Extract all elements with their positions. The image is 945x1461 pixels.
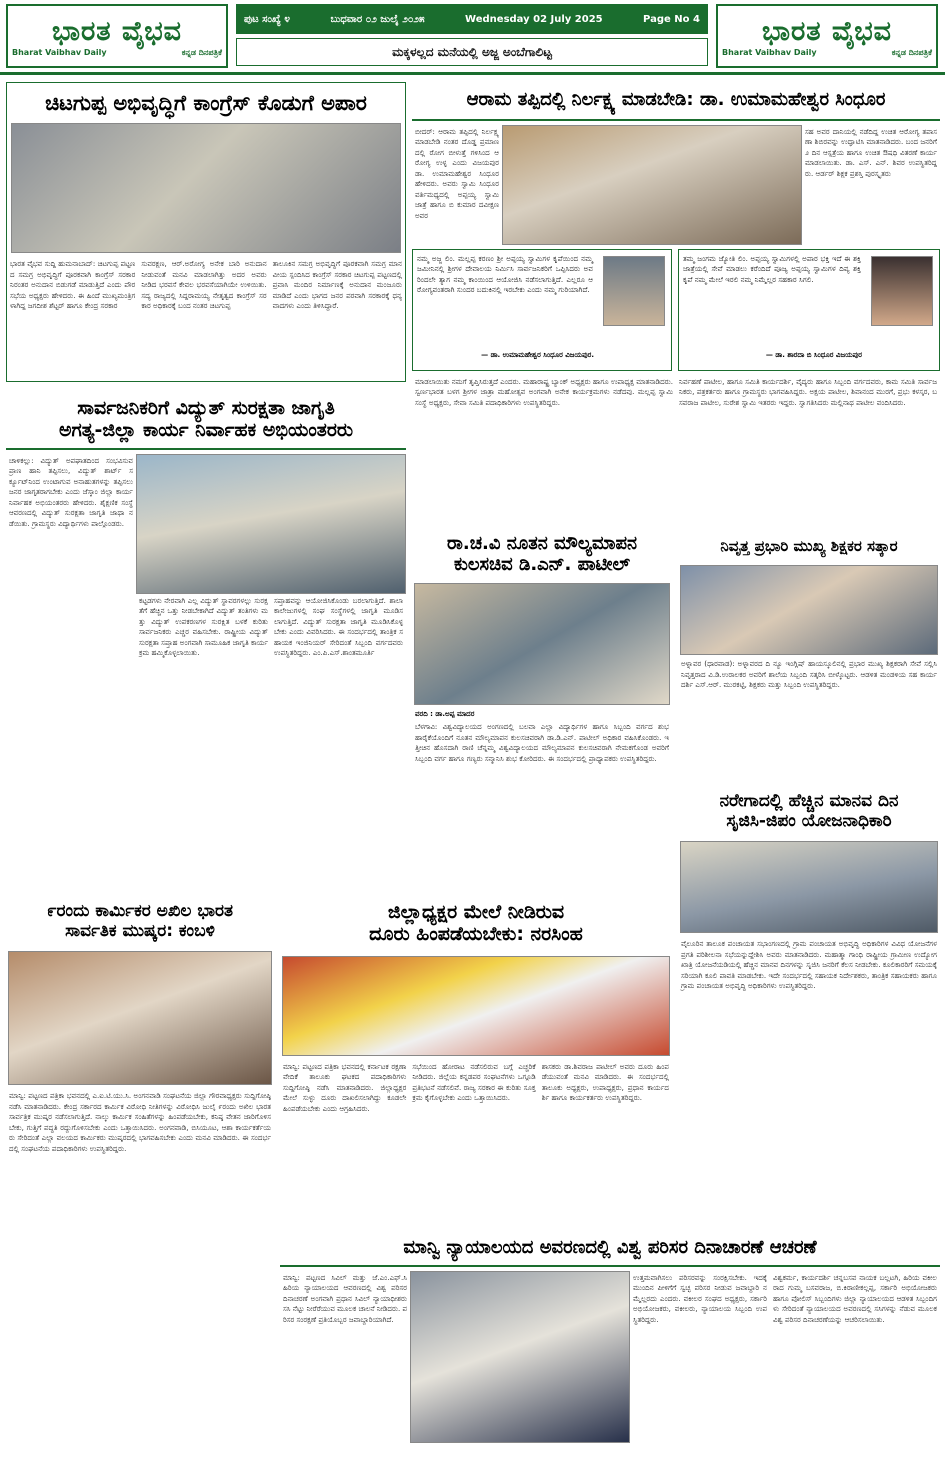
article-body: ಅಳ್ನಾವರ (ಧಾರವಾಡ): ಅಳ್ನಾವರದ ದಿ ನ್ಯೂ ಇಂಗ್ಲಿಷ್ ಹಾಯಸ್ಕೂಲಿನಲ್ಲಿ ಪ್ರಭಾರ ಮುಖ್ಯ ಶಿಕ್ಷಕರಾಗಿ ಸೇವೆ ಸಲ್ಲಿಸಿ ನಿವೃತ್ತರಾದ ವಿ.ಡಿ.ಉರಾಲಕರ ಅವರಿಗೆ ಶಾಲೆಯ ಸಿಬ್ಬಂದಿ ಸತ್ಕರಿಸಿ ಬೀಳ್ಕೊಟ್ಟರು. ಆಡಳಿತ ಮಂಡಳಿಯ ಸಹ ಕಾರ್ಯದರ್ಶಿ ಎಸ್.ಆರ್. ಮುರಕಟ್ಟಿ, ಶಿಕ್ಷಕರು ಮತ್ತು ಸಿಬ್ಬಂದಿ ಉಪಸ್ಥಿತರಿದ್ದರು. [681,659,937,690]
article-column: ಸಹ ಅವರ ದಾನಿಯಲ್ಲಿ ನಡೆದಿದ್ದ ಉಚಿತ ಆರೋಗ್ಯ ತಪಾಸಣಾ ಶಿಬಿರವನ್ನು ಉದ್ಘಾಟಿಸಿ ಮಾತನಾಡಿದರು. ಬಂದ ಜನರಿಗೆ ೨ ದಿನ ಆಸ್ಪತ್ರೆಯ ಹಾಗೂ ಉಚಿತ ಔಷಧಿ ವಿತರಣೆ ಕಾರ್ಯ ಮಾಡಲಾಯಿತು. ಡಾ. ಎಸ್. ಎನ್. ಶಿವರ ಉಪಸ್ಥಿತರಿದ್ದರು. ಆರ್ಡರ್ ಶಿಕ್ಷಕ ಪ್ರಶಸ್ತಿ ಪುರಸ್ಕೃತರು [805,126,937,178]
article-complaint [280,896,672,1226]
news-photo [282,956,670,1056]
logo-sub-right: ಕನ್ನಡ ದಿನಪತ್ರಿಕೆ [891,48,932,57]
logo-sub-left: Bharat Vaibhav Daily [722,48,817,57]
quote-box [412,249,672,371]
article-registrar [412,530,672,880]
article-column: ಮಾಡಲಾಯಿತು ನಮಗೆ ತೃಪ್ತಿಸಿರುತ್ತದೆ ಎಂದರು. ಮಹಾರಾಷ್ಟ್ರ ಬ್ಯಾಂಕ್ ಅಧ್ಯಕ್ಷರು ಹಾಗೂ ಉಪಾಧ್ಯಕ್ಷ ಮಾತನಾಡಿದರು. ಸ್ವರ್ಣಭಾರತ ಬಳಗ ಶ್ರೀಗಳ ಜಾತ್ರಾ ಮಹೋತ್ಸವ ಅಂಗವಾಗಿ ಅನೇಕ ಕಾರ್ಯಕ್ರಮಗಳು ನಡೆದವು. ಮಲ್ಲಪ್ಪ ಸ್ವಾಮಿ ಸಂಸ್ಥೆ ಅಧ್ಯಕ್ಷರು, ಸೇವಾ ಸಮಿತಿ ಪದಾಧಿಕಾರಿಗಳು ಉಪಸ್ಥಿತರಿದ್ದರು. [415,376,673,407]
tagline: ಮಕ್ಕಳಲ್ಲದ ಮನೆಯಲ್ಲಿ ಅಜ್ಜ ಅಂಬೆಗಾಲಿಟ್ಟ [236,38,708,66]
quote-by: — ಡಾ. ಶಾರದಾ ಬಿ ಸಿಂಧೂರ ವಿಜಯಪುರ [765,350,862,359]
headline: ದೂರು ಹಿಂಪಡೆಯಬೇಕು: ನರಸಿಂಹ [369,922,583,945]
photo-caption: ವರದಿ : ಡಾ.ಅಪ್ಪ ಮಾದರ [415,710,475,719]
headline: ಸಾರ್ವತಿಕ ಮುಷ್ಕರ: ಕಂಬಳಿ [65,920,215,941]
article-column: ಮಾನ್ವಿ: ಪಟ್ಟಣದ ಸಿವಿಲ್ ಮತ್ತು ಜೆ.ಎಂ.ಎಫ್.ಸಿ ಹಿರಿಯ ನ್ಯಾಯಾಲಯದ ಆವರಣದಲ್ಲಿ ವಿಶ್ವ ಪರಿಸರ ದಿನಾಚರಣೆ ಅಂಗವಾಗಿ ಪ್ರಧಾನ ಸಿವಿಲ್ ನ್ಯಾಯಾಧೀಶರು ಸಸಿ ನೆಟ್ಟು ನೀರೆರೆಯುವ ಮೂಲಕ ಚಾಲನೆ ನೀಡಿದರು. ಪರಿಸರ ಸಂರಕ್ಷಣೆ ಪ್ರತಿಯೊಬ್ಬರ ಜವಾಬ್ದಾರಿಯಾಗಿದೆ. [283,1272,408,1324]
headline: ಸೃಜಿಸಿ-ಜಿಪಂ ಯೋಜನಾಧಿಕಾರಿ [726,810,892,831]
article-column: ಸಭೆಯಿಂದ ಹೋರಾಟ ನಡೆಸಲಿರುವ ಬಗ್ಗೆ ಎಚ್ಚರಿಕೆ ನೀಡಿದರು. ಜಿಲ್ಲೆಯ ಕನ್ನಡಪರ ಸಂಘಟನೆಗಳು ಒಗ್ಗೂಡಿ ಪ್ರತಿಭಟನೆ ನಡೆಸಲಿವೆ. ರಾಜ್ಯ ಸರಕಾರ ಈ ಕುರಿತು ಸೂಕ್ತ ಕ್ರಮ ಕೈಗೊಳ್ಳಬೇಕು ಎಂದು ಒತ್ತಾಯಿಸಿದರು. [412,1061,536,1103]
article-column: ಭಾರತ ವೈಭವ ಸುದ್ದಿ ಹುಮನಾಬಾದ್: ಚಿಟಗುಪ್ಪ ಪಟ್ಟಣದ ಸಮಗ್ರ ಅಭಿವೃದ್ಧಿಗೆ ಪೂರಕವಾಗಿ ಕಾಂಗ್ರೆಸ್ ಸರಕಾರ ನಿರಂತರ ಅನುದಾನ ಬಿಡುಗಡೆ ಮಾಡುತ್ತಿದೆ ಎಂದು ಪೌರ ಸಭೆಯ ಅಧ್ಯಕ್ಷರು ಹೇಳಿದರು. ಈ ಹಿಂದೆ ಮುಖ್ಯಮಂತ್ರಿಗಳಾಗಿದ್ದ ಜಗದೀಶ ಶೆಟ್ಟರ್ ಹಾಗೂ ಕೇಂದ್ರ ಸರಕಾರ [10,259,136,311]
article-column: ಉತ್ತಮವಾಗಿಸಲು ಪರಿಸರವನ್ನು ಸಂರಕ್ಷಿಸಬೇಕು. ಇದಕ್ಕೆ ಮುಂದಿನ ಪೀಳಿಗೆಗೆ ಸ್ವಚ್ಛ ಪರಿಸರ ನೀಡುವ ಜವಾಬ್ದಾರಿ ನಮ್ಮೆಲ್ಲರದು ಎಂದರು. ವಕೀಲರ ಸಂಘದ ಅಧ್ಯಕ್ಷರು, ಸರ್ಕಾರಿ ಅಭಿಯೋಜಕರು, ವಕೀಲರು, ನ್ಯಾಯಾಲಯ ಸಿಬ್ಬಂದಿ ಉಪಸ್ಥಿತರಿದ್ದರು. [633,1272,767,1324]
headline: ಕುಲಸಚಿವ ಡಿ.ಎನ್. ಪಾಟೀಲ್ [454,553,630,575]
page-number: Page No 4 [643,13,700,25]
article-chitaguppa [6,82,406,382]
masthead-rule [0,72,945,75]
article-body: ಬೆಳಗಾವಿ: ವಿಶ್ವವಿದ್ಯಾಲಯದ ಅಂಗಣದಲ್ಲಿ ಬಲವಾ ಎಲ್ಲಾ ವಿದ್ಯಾರ್ಥಿಗಳ ಹಾಗೂ ಸಿಬ್ಬಂದಿ ವರ್ಗದ ಶುಭ ಹಾರೈಕೆಯೊಂದಿಗೆ ನೂತನ ಮೌಲ್ಯಮಾಪನ ಕುಲಸಚಿವರಾಗಿ ಡಾ.ಡಿ.ಎನ್. ಪಾಟೀಲ್ ಅಧಿಕಾರ ವಹಿಸಿಕೊಂಡರು. ಇತ್ತೀಚಿನ ಹೊಸದಾಗಿ ರಾಣಿ ಚೆನ್ನಮ್ಮ ವಿಶ್ವವಿದ್ಯಾಲಯದ ಮೌಲ್ಯಮಾಪನ ಕುಲಸಚಿವರಾಗಿ ನೇಮಕಗೊಂಡ ಅವರಿಗೆ ಸಿಬ್ಬಂದಿ ವರ್ಗ ಹಾಗೂ ಗಣ್ಯರು ಸನ್ಮಾನಿಸಿ ಶುಭ ಕೋರಿದರು. ಈ ಸಂದರ್ಭದಲ್ಲಿ ಪ್ರಾಧ್ಯಾಪಕರು ಉಪಸ್ಥಿತರಿದ್ದರು. [415,722,669,763]
headline: ರಾ.ಚ.ವಿ ನೂತನ ಮೌಲ್ಯಮಾಪನ [446,533,637,554]
article-column: ಸಪ್ತಾಹವನ್ನು ಆಯೋಜಿಸಿಕೊಂಡು ಬರಲಾಗುತ್ತಿದೆ. ಶಾಲಾ ಕಾಲೇಜುಗಳಲ್ಲಿ ಸಂಘ ಸಂಸ್ಥೆಗಳಲ್ಲಿ ಜಾಗೃತಿ ಮೂಡಿಸಲಾಗುತ್ತಿದೆ. ವಿದ್ಯುತ್ ಸುರಕ್ಷತಾ ಜಾಗೃತಿ ಮೂಡಿಸಿಕೊಳ್ಳಬೇಕು ಎಂದು ವಿವರಿಸಿದರು. ಈ ಸಂದರ್ಭದಲ್ಲಿ ತಾಂತ್ರಿಕ ಸಹಾಯಕ ಇಂಜಿನಿಯರ್ ಸೇರಿದಂತೆ ಸಿಬ್ಬಂದಿ ವರ್ಗದವರು ಉಪಸ್ಥಿತರಿದ್ದರು. ಎಂ.ಪಿ.ಎಸ್.ಶಾಂತಮೂರ್ತಿ [274,595,403,658]
article-column: ಕಟ್ಟಡಗಳು ನೇರವಾಗಿ ಎಲ್ಲ ವಿದ್ಯುತ್ ಸ್ಥಾವರಗಳಲ್ಲು ಸುರಕ್ಷತೆಗೆ ಹೆಚ್ಚಿನ ಒತ್ತು ನೀಡಬೇಕಾಗಿದೆ ವಿದ್ಯುತ್ ತಂತಿಗಳು ಮತ್ತು ವಿದ್ಯುತ್ ಉಪಕರಣಗಳ ಸುರಕ್ಷಿತ ಬಳಕೆ ಕುರಿತು ಸಾರ್ವಜನಿಕರು ಎಚ್ಚರ ವಹಿಸಬೇಕು. ರಾಷ್ಟ್ರೀಯ ವಿದ್ಯುತ್ ಸುರಕ್ಷತಾ ಸಪ್ತಾಹ ಅಂಗವಾಗಿ ಸಾಮೂಹಿಕ ಜಾಗೃತಿ ಕಾರ್ಯಕ್ರಮ ಹಮ್ಮಿಕೊಳ್ಳಲಾಯಿತು. [139,595,268,658]
article-column: ಬೀದರ್: ಆರಾಮ ತಪ್ಪಿದಲ್ಲಿ ನಿರ್ಲಕ್ಷ್ಯ ಮಾಡಬೇಡಿ ನಂತರ ದೊಡ್ಡ ಪ್ರಮಾಣದಲ್ಲಿ ರೋಗ ಬೀಳುತ್ತೆ ಗಳಿಸಿಂದ ಆರೋಗ್ಯ ಉಳ್ಳ ಎಂದು ವಿಜಯಪುರ ಡಾ. ಉಮಾಮಹೇಶ್ವರ ಸಿಂಧೂರ ಹೇಳಿದರು. ಅವರು ಸ್ವಾಮಿ ಸಿಂಧೂರ ವರ್ತಿಮಧ್ಯದಲ್ಲಿ ಅಪ್ಪಯ್ಯ ಸ್ವಾಮಿ ಜಾತ್ರೆ ಹಾಗೂ ಬಿ ಕುಮಾರ ದವೀಕ್ಷಣ ಅವರ [415,126,499,220]
issue-strip [236,4,708,34]
article-column: ನಿರ್ವಹಣೆ ಪಾಟೀಲ, ಹಾಗೂ ಸಮಿತಿ ಕಾರ್ಯದರ್ಶಿ, ವೈದ್ಯರು ಹಾಗೂ ಸಿಬ್ಬಂದಿ ವರ್ಗದವರು, ಕಾಮ ಸಮಿತಿ ಸಾರ್ವಜನಿಕರು, ಪತ್ರಕರ್ತರು ಹಾಗೂ ಗ್ರಾಮಸ್ಥರು ಭಾಗವಹಿಸಿದ್ದರು. ಅಕ್ಷಯ ಪಾಟೀಲ, ಶಿವಾನಂದ ಮುರಗೆ, ಪ್ರಭು ಕಳಸ್ಕರ, ಬಸವರಾಜ ಪಾಟೀಲ, ಸುರೇಶ ಸ್ವಾಮಿ ಇತರರು ಇದ್ದರು. ಸ್ವಾಗತಿಸಿದರು ಮಲ್ಲಿನಾಥ ಪಾಟೀಲ ವಂದಿಸಿದರು. [679,376,937,407]
headline: ನಿವೃತ್ತ ಪ್ರಭಾರಿ ಮುಖ್ಯ ಶಿಕ್ಷಕರ ಸತ್ಕಾರ [720,537,898,555]
headline: ಚಿಟಗುಪ್ಪ ಅಭಿವೃದ್ಧಿಗೆ ಕಾಂಗ್ರೆಸ್ ಕೊಡುಗೆ ಅಪಾರ [45,91,367,115]
article-body: ಮಾನ್ವಿ: ಪಟ್ಟಣದ ಪತ್ರಿಕಾ ಭವನದಲ್ಲಿ ಎ.ಐ.ಟಿ.ಯು.ಸಿ. ಅಂಗನವಾಡಿ ಸಂಘಟನೆಯ ಜಿಲ್ಲಾ ಗೌರವಾಧ್ಯಕ್ಷರು ಸುದ್ದಿಗೋಷ್ಠಿ ನಡೆಸಿ ಮಾತನಾಡಿದರು. ಕೇಂದ್ರ ಸರ್ಕಾರದ ಕಾರ್ಮಿಕ ವಿರೋಧಿ ನೀತಿಗಳನ್ನು ವಿರೋಧಿಸಿ ಜುಲೈ ೯ರಂದು ಅಖಿಲ ಭಾರತ ಸಾರ್ವತ್ರಿಕ ಮುಷ್ಕರ ನಡೆಸಲಾಗುತ್ತಿದೆ. ನಾಲ್ಕು ಕಾರ್ಮಿಕ ಸಂಹಿತೆಗಳನ್ನು ಹಿಂಪಡೆಯಬೇಕು, ಕನಿಷ್ಠ ವೇತನ ಜಾರಿಗೊಳಿಸಬೇಕು, ಗುತ್ತಿಗೆ ಪದ್ಧತಿ ರದ್ದುಗೊಳಿಸಬೇಕು ಎಂದು ಒತ್ತಾಯಿಸಿದರು. ಅಂಗನವಾಡಿ, ಬಿಸಿಯೂಟ, ಆಶಾ ಕಾರ್ಯಕರ್ತೆಯರು ಸೇರಿದಂತೆ ಎಲ್ಲಾ ವಲಯದ ಕಾರ್ಮಿಕರು ಮುಷ್ಕರದಲ್ಲಿ ಭಾಗವಹಿಸಬೇಕು ಎಂದು ಮನವಿ ಮಾಡಿದರು. ಈ ಸಂದರ್ಭದಲ್ಲಿ ಸಂಘಟನೆಯ ಪದಾಧಿಕಾರಿಗಳು ಉಪಸ್ಥಿತರಿದ್ದರು. [9,1091,271,1153]
article-column: ತಾಲೂಕಿನ ಸಮಗ್ರ ಅಭಿವೃದ್ಧಿಗೆ ಪೂರಕವಾಗಿ ಸಮಗ್ರ ಮಾನವೀಯ ಸ್ಪಂದಿಸಿದ ಕಾಂಗ್ರೆಸ್ ಸರಕಾರ ಚಿಟಗುಪ್ಪ ಪಟ್ಟಣದಲ್ಲಿ ಪ್ರವಾಸಿ ಮಂದಿರ ನಿರ್ಮಾಣಕ್ಕೆ ಅನುದಾನ ಮಂಜೂರು ಮಾಡಿದೆ ಎಂದು ಭಾಗದ ಜನರ ಪರವಾಗಿ ಸರಕಾರಕ್ಕೆ ಧನ್ಯವಾದಗಳು ಎಂದು ತಿಳಿಸಿದ್ದಾರೆ. [272,259,402,311]
headline: ಆರಾಮ ತಪ್ಪಿದಲ್ಲಿ ನಿರ್ಲಕ್ಷ್ಯ ಮಾಡಬೇಡಿ: ಡಾ. ಉಮಾಮಹೇಶ್ವರ ಸಿಂಧೂರ [412,82,940,121]
news-photo [502,125,802,245]
news-photo [680,565,938,655]
article-teacher-felicitation [678,530,940,780]
news-photo [8,951,272,1085]
article-body: ವೈಲೂರಿನ ತಾಲೂಕ ಪಂಚಾಯತ ಸಭಾಂಗಣದಲ್ಲಿ ಗ್ರಾಮ ಪಂಚಾಯತ ಅಭಿವೃದ್ಧಿ ಅಧಿಕಾರಿಗಳ ವಿವಿಧ ಯೋಜನೆಗಳ ಪ್ರಗತಿ ಪರಿಶೀಲನಾ ಸಭೆಯನ್ನುದ್ದೇಶಿಸಿ ಅವರು ಮಾತನಾಡಿದರು. ಮಹಾತ್ಮಾ ಗಾಂಧಿ ರಾಷ್ಟ್ರೀಯ ಗ್ರಾಮೀಣ ಉದ್ಯೋಗ ಖಾತ್ರಿ ಯೋಜನೆಯಡಿಯಲ್ಲಿ ಹೆಚ್ಚಿನ ಮಾನವ ದಿನಗಳನ್ನು ಸೃಜಿಸಿ ಜನರಿಗೆ ಕೆಲಸ ನೀಡಬೇಕು. ಕೂಲಿಕಾರರಿಗೆ ಸಮಯಕ್ಕೆ ಸರಿಯಾಗಿ ಕೂಲಿ ಪಾವತಿ ಮಾಡಬೇಕು. ಇದೇ ಸಂದರ್ಭದಲ್ಲಿ ಸಹಾಯಕ ನಿರ್ದೇಶಕರು, ತಾಂತ್ರಿಕ ಸಹಾಯಕರು ಹಾಗೂ ಗ್ರಾಮ ಪಂಚಾಯತ ಅಭಿವೃದ್ಧಿ ಅಧಿಕಾರಿಗಳು ಉಪಸ್ಥಿತರಿದ್ದರು. [681,939,937,991]
article-column: ಸುವರಕ್ಷಣ, ಆರ್.ಅರೋಗ್ಯ ಅನೇಕ ಬಾರಿ ಅನುದಾನ ನೀಡುವಂತೆ ಮನವಿ ಮಾಡಲಾಗಿತ್ತು ಅದರ ಅವರು ನೀಡಿದ ಭರವಸೆ ಕೇವಲ ಭರವಸೆಯಾಗಿಯೇ ಉಳಿಯಿತು. ಸದ್ಯ ರಾಜ್ಯದಲ್ಲಿ ಸಿದ್ದರಾಮಯ್ಯ ನೇತೃತ್ವದ ಕಾಂಗ್ರೆಸ್ ಸರಕಾರ ಅಧಿಕಾರಕ್ಕೆ ಬಂದ ನಂತರ ಚಿಟಗುಪ್ಪ [141,259,267,311]
headline: ೯ರಂದು ಕಾರ್ಮಿಕರ ಅಖಿಲ ಭಾರತ [47,901,233,921]
quote-text: ತಮ್ಮ ಜಂಗಮ ಜ್ಯೋತಿ ಲಿಂ. ಅಪ್ಪಯ್ಯ ಸ್ವಾಮಿಗಳಲ್ಲಿ ಅಪಾರ ಭಕ್ತಿ ಇದೆ ಈ ಶಕ್ತಿ ಜಾತ್ರೆಯಲ್ಲಿ ಸೇವೆ ಮಾಡಲು ಕರೆಂದಿದೆ ಪೂಜ್ಯ ಅಪ್ಪಯ್ಯ ಸ್ವಾಮಿಗಳ ದಿವ್ಯ ಶಕ್ತಿ ಕೃಪೆ ನಮ್ಮ ಮೇಲೆ ಇರಲಿ ನಮ್ಮ ನಿಮ್ಮೆಲ್ಲರ ಸಹಕಾರ ಸಿಗಲಿ. [683,253,861,284]
article-column: ಶಾಸಕರು ಡಾ.ಶಿವರಾಜ ಪಾಟೀಲ್ ಅವರು ದೂರು ಹಿಂಪಡೆಯುವಂತೆ ಮನವಿ ಮಾಡಿದರು. ಈ ಸಂದರ್ಭದಲ್ಲಿ ತಾಲೂಕು ಅಧ್ಯಕ್ಷರು, ಉಪಾಧ್ಯಕ್ಷರು, ಪ್ರಧಾನ ಕಾರ್ಯದರ್ಶಿ ಹಾಗೂ ಕಾರ್ಯಕರ್ತರು ಉಪಸ್ಥಿತರಿದ್ದರು. [541,1061,669,1103]
news-photo [11,123,401,253]
issue-date-kn: ಬುಧವಾರ ೦೨ ಜುಲೈ ೨೦೨೫ [330,13,425,25]
logo-text: ಭಾರತ ವೈಭವ [52,16,182,47]
quote-by: — ಡಾ. ಉಮಾಮಹೇಶ್ವರ ಸಿಂಧೂರ ವಿಜಯಪುರ. [481,350,594,359]
issue-date-en: Wednesday 02 July 2025 [465,13,603,25]
headline: ಸಾರ್ವಜನಿಕರಿಗೆ ವಿದ್ಯುತ್ ಸುರಕ್ಷತಾ ಜಾಗೃತಿ [77,397,335,419]
logo-sub-left: Bharat Vaibhav Daily [12,48,107,57]
issue-left: ಪುಟ ಸಂಖ್ಯೆ ೪ [244,13,291,25]
news-photo [414,583,670,705]
quote-box [678,249,940,371]
portrait-photo [603,256,665,326]
article-column: ಮಾನ್ವಿ: ಪಟ್ಟಣದ ಪತ್ರಿಕಾ ಭವನದಲ್ಲಿ ಕರ್ನಾಟಕ ರಕ್ಷಣಾ ವೇದಿಕೆ ತಾಲೂಕು ಘಟಕದ ಪದಾಧಿಕಾರಿಗಳು ಸುದ್ದಿಗೋಷ್ಠಿ ನಡೆಸಿ ಮಾತನಾಡಿದರು. ಜಿಲ್ಲಾಧ್ಯಕ್ಷರ ಮೇಲೆ ಸುಳ್ಳು ದೂರು ದಾಖಲಿಸಲಾಗಿದ್ದು ಕೂಡಲೇ ಹಿಂಪಡೆಯಬೇಕು ಎಂದು ಆಗ್ರಹಿಸಿದರು. [283,1061,407,1113]
article-environment-day [280,1232,940,1456]
news-photo [680,841,938,933]
quote-text: ನಮ್ಮ ಅಜ್ಜ ಲಿಂ. ಮಲ್ಲಪ್ಪ ಕರಣಂ ಶ್ರೀ ಅಪ್ಪಯ್ಯ ಸ್ವಾಮಿಗಳ ಕೃಪೆಯಿಂದ ನಮ್ಮ ಜಮೀನಿನಲ್ಲಿ ಶ್ರೀಗಳ ದೇವಾಲಯ ನಿರ್ಮಿಸಿ ಸಾರ್ವಜನಿಕರಿಗೆ ಒಪ್ಪಿಸಿದರು ಅವರಿಂದಲೇ ತ್ಯಾಗ ನಮ್ಮ ಕಾಂಯಿಂದ ಆಯೋಜಿಸಿ ನಡೆಸಲಾಗುತ್ತಿದೆ. ಎಲ್ಲರೂ ಆರೋಗ್ಯವಂತರಾಗಿ ಸುಂದರ ಬದುಕಿನಲ್ಲಿ ಇರಬೇಕು ಎಂದು ನಮ್ಮ ಗುರಿಯಾಗಿದೆ. [417,253,593,295]
news-photo [410,1271,630,1443]
logo-text: ಭಾರತ ವೈಭವ [762,16,892,47]
article-column: ವಿಶ್ವಕರ್ಮ, ಕಾರ್ಯದರ್ಶಿ ಚನ್ನಬಸವ ನಾಯಕ ಬಲ್ಲಟಗಿ, ಹಿರಿಯ ವಕೀಲರಾದ ಗುಮ್ಮ ಬಸವರಾಜ, ಬಿ.ಕಿರಾಣೀಕಲ್ಲಪ್ಪ, ಸರ್ಕಾರಿ ಅಭಿಯೋಜಕರು ಹಾಗೂ ಪೋಲಿಸ್ ಸಿಬ್ಬಂದಿಗಳು ಜಿಲ್ಲಾ ನ್ಯಾಯಾಲಯದ ಆಡಳಿತ ಸಿಬ್ಬಂದಿಗಳು ಸೇರಿದಂತೆ ನ್ಯಾಯಾಲಯದ ಅವರಣದಲ್ಲಿ ಸಸಿಗಳನ್ನು ನೆಡುವ ಮೂಲಕ ವಿಶ್ವ ಪರಿಸರ ದಿನಾಚರಣೆಯನ್ನು ಆಚರಿಸಲಾಯಿತು. [773,1272,937,1324]
news-photo [136,454,406,594]
headline: ಅಗತ್ಯ-ಜಿಲ್ಲಾ ಕಾರ್ಯ ನಿರ್ವಾಹಕ ಅಭಿಯಂತರರು [6,420,406,450]
portrait-photo [871,256,933,326]
article-column: ಚಾಳಿಕಲ್ಲು: ವಿದ್ಯುತ್ ಅಪಘಾತದಿಂದ ಸಂಭವಿಸುವ ಪ್ರಾಣ ಹಾನಿ ತಪ್ಪಿಸಲು, ವಿದ್ಯುತ್ ಶಾರ್ಟ್ ಸರ್ಕ್ಯೂಟ್‌ನಿಂದ ಉಂಟಾಗುವ ಅನಾಹುತಗಳನ್ನು ತಪ್ಪಿಸಲು ಜನರ ಜಾಗೃತರಾಗಬೇಕು ಎಂದು ಜೆಸ್ಕಾಂ ಜಿಲ್ಲಾ ಕಾರ್ಯ ನಿರ್ವಾಹಕ ಅಭಿಯಂತರರು ಹೇಳಿದರು. ಶೈಕ್ಷಣಿಕ ಸಂಸ್ಥೆ ಆವರಣದಲ್ಲಿ ವಿದ್ಯುತ್ ಸುರಕ್ಷತಾ ಜಾಗೃತಿ ಜಾಥಾ ನಡೆಯಿತು. ಗ್ರಾಮಸ್ಥರು ವಿದ್ಯಾರ್ಥಿಗಳು ಪಾಲ್ಗೊಂಡರು. [9,455,133,528]
masthead-logo-right [716,4,938,68]
article-strike [6,896,274,1456]
headline: ಜಿಲ್ಲಾಧ್ಯಕ್ಷರ ಮೇಲೆ ನೀಡಿರುವ [387,901,565,923]
headline: ನರೇಗಾದಲ್ಲಿ ಹೆಚ್ಚಿನ ಮಾನವ ದಿನ [719,791,899,811]
article-nrega [678,786,940,1206]
article-electric-safety [6,392,406,872]
logo-sub-right: ಕನ್ನಡ ದಿನಪತ್ರಿಕೆ [181,48,222,57]
headline: ಮಾನ್ವಿ ನ್ಯಾಯಾಲಯದ ಅವರಣದಲ್ಲಿ ವಿಶ್ವ ಪರಿಸರ ದಿನಾಚಾರಣೆ ಆಚರಣೆ [280,1232,940,1267]
masthead-logo-left [6,4,228,68]
article-health-camp [412,82,940,522]
